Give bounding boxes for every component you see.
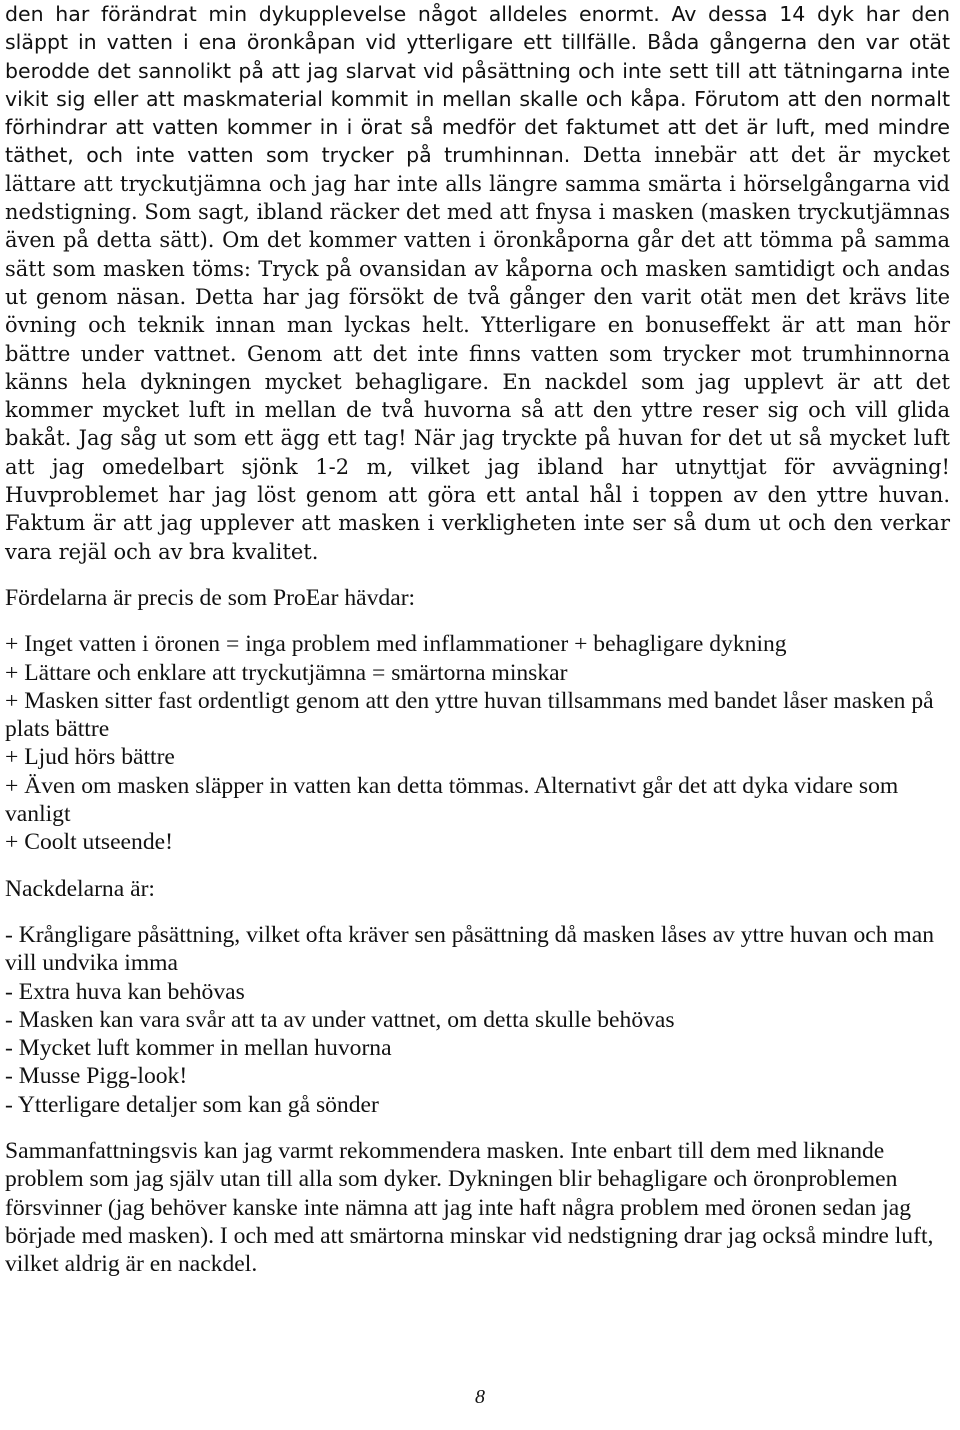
cons-list <box>5 921 950 1119</box>
body-paragraph <box>5 0 950 566</box>
pros-list <box>5 630 950 856</box>
paragraph-text-sans-2: Förutom att den normalt förhindrar att vatten kommer in i örat så medför det faktumet att det är luft, med mindre täthet, och inte vatten som trycker på trumhinnan. <box>5 86 950 168</box>
list-item: - Musse Pigg-look! <box>5 1063 188 1090</box>
list-item: - Masken kan vara svår att ta av under vattnet, om detta skulle behövas <box>5 1006 675 1033</box>
list-item: + Lättare och enklare att tryckutjämna = smärtorna minskar <box>5 659 568 686</box>
cons-heading: Nackdelarna är: <box>5 875 155 902</box>
paragraph-text-serif: Detta innebär att det är mycket lättare att tryckutjämna och jag har inte alls längre samma smärta i hörselgångarna vid nedstigning. Som sagt, ibland räcker det med att fnysa i masken (masken tryckutjämnas även på detta sätt). Om det kommer vatten i öronkåporna går det att tömma på samma sätt som masken töms: Tryck på ovansidan av kåporna och masken samtidigt och andas ut genom näsan. Detta har jag försökt de två gånger den varit otät men det krävs lite övning och teknik innan man lyckas helt. Ytterligare en bonuseffekt är att man hör bättre under vattnet. Genom att det inte finns vatten som trycker mot trumhinnorna känns hela dykningen mycket behagligare. En nackdel som jag upplevt är att det kommer mycket luft in mellan de två huvorna så att den yttre reser sig och vill glida bakåt. Jag såg ut som ett ägg ett tag! När jag tryckte på huvan for det ut så mycket luft att jag omedelbart sjönk 1-2 m, vilket jag ibland har utnyttjat för avvägning! Huvproblemet har jag löst genom att göra ett antal hål i toppen av den yttre huvan. Faktum är att jag upplever att masken i verkligheten inte ser så dum ut och den verkar vara rejäl och av bra kvalitet. <box>5 143 951 564</box>
list-item: - Mycket luft kommer in mellan huvorna <box>5 1035 392 1062</box>
list-item: + Coolt utseende! <box>5 829 173 856</box>
list-item: - Ytterligare detaljer som kan gå sönder <box>5 1091 379 1118</box>
list-item: + Inget vatten i öronen = inga problem med inflammationer + behagligare dykning <box>5 631 787 658</box>
pros-heading: Fördelarna är precis de som ProEar hävdar: <box>5 584 416 611</box>
list-item: + Även om masken släpper in vatten kan detta tömmas. Alternativt går det att dyka vidare som vanligt <box>5 772 899 828</box>
list-item: + Masken sitter fast ordentligt genom att den yttre huvan tillsammans med bandet låser masken på plats bättre <box>5 687 934 743</box>
list-item: - Krångligare påsättning, vilket ofta kräver sen påsättning då masken låses av yttre huvan och man vill undvika imma <box>5 921 935 977</box>
page-number: 8 <box>475 1386 485 1408</box>
paragraph-text-sans: den har förändrat min dykupplevelse något alldeles enormt. Av dessa 14 dyk har den släppt in vatten i ena öronkåpan vid ytterligare ett tillfälle. Båda gångerna den var otät berodde det sannolikt på att jag slarvat vid påsättning och inte sett till att tätningarna inte vikit sig eller att maskmaterial kommit in mellan skalle och kåpa. <box>5 2 950 111</box>
list-item: - Extra huva kan behövas <box>5 978 245 1005</box>
document-page <box>5 0 950 1278</box>
summary-paragraph: Sammanfattningsvis kan jag varmt rekommendera masken. Inte enbart till dem med liknande problem som jag själv utan till alla som dyker. Dykningen blir behagligare och öronproblemen försvinner (jag behöver kanske inte nämna att jag inte haft några problem med öronen sedan jag började med masken). I och med att smärtorna minskar vid nedstigning drar jag också mindre luft, vilket aldrig är en nackdel. <box>5 1137 934 1278</box>
list-item: + Ljud hörs bättre <box>5 744 175 771</box>
